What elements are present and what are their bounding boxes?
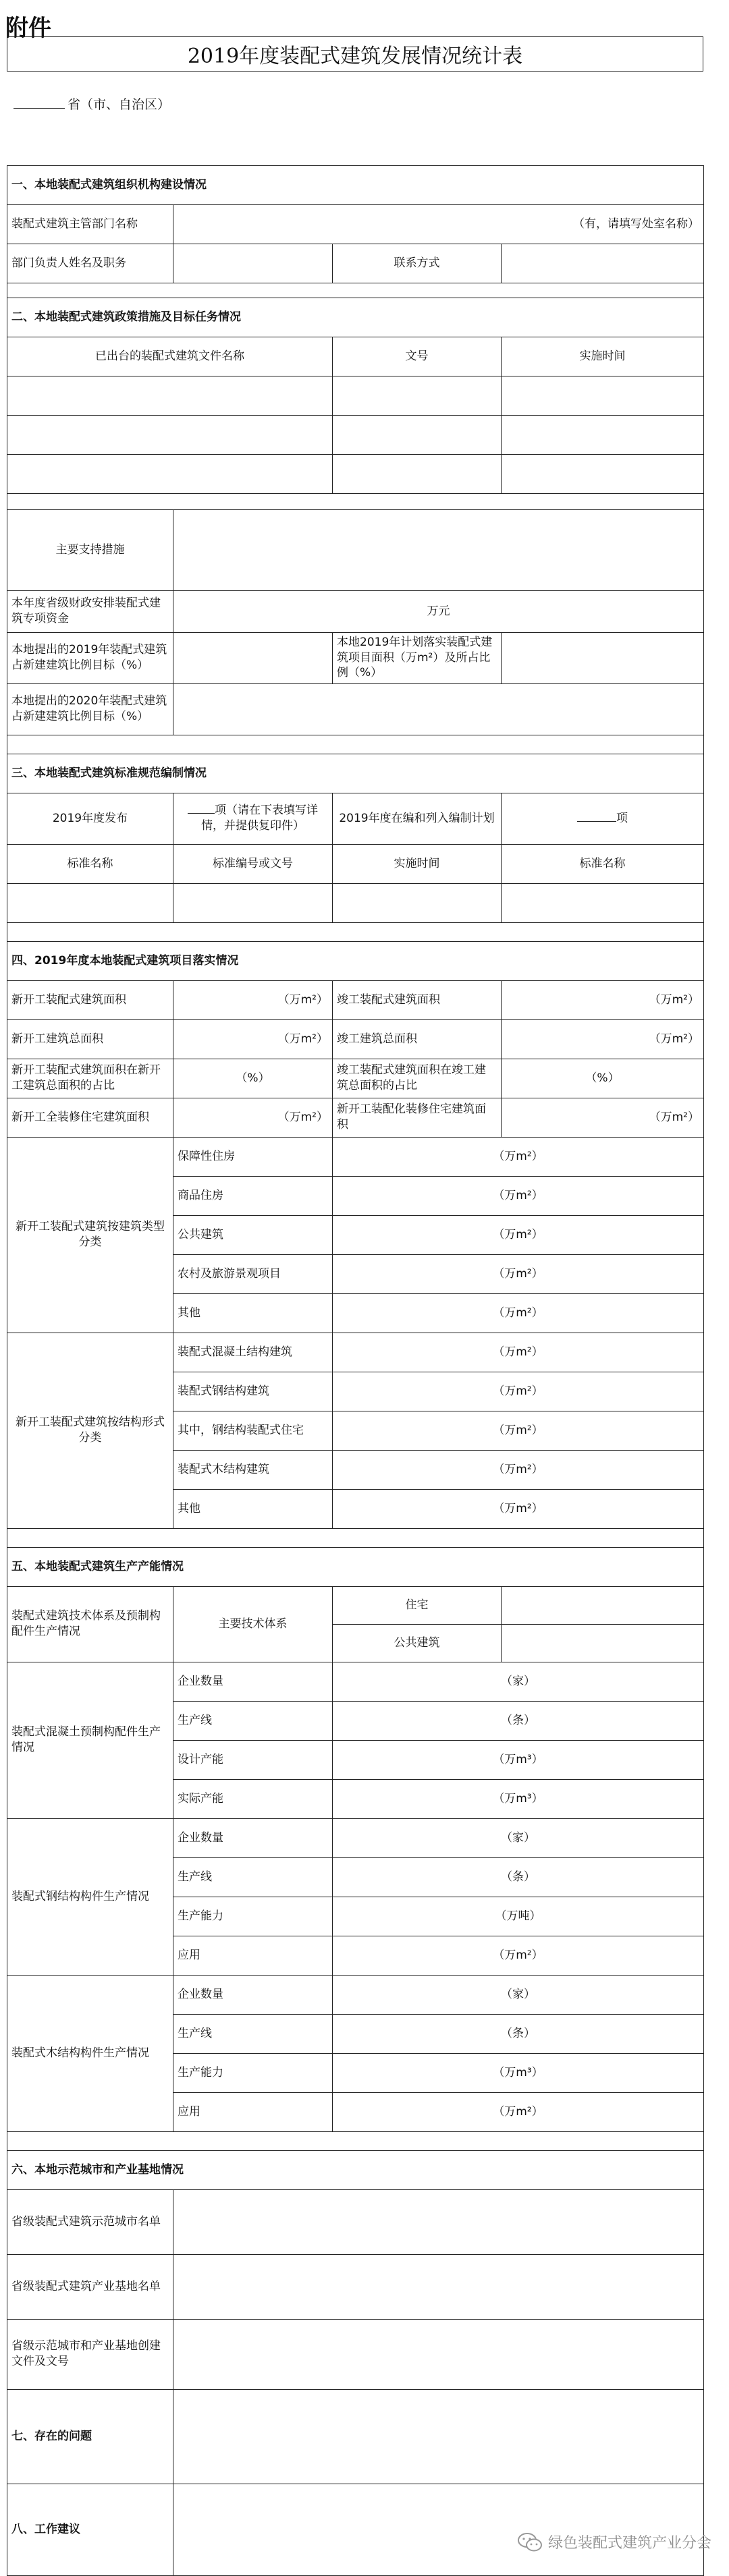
table-row: [7, 376, 704, 415]
doc-time-header: 实施时间: [502, 337, 704, 376]
std-code-header: 标准编号或文号: [173, 844, 333, 883]
doc-time-cell[interactable]: [502, 376, 704, 415]
done-prefab-input[interactable]: [502, 980, 704, 1019]
unit: （万m²）: [493, 1227, 543, 1241]
new-fitout-input[interactable]: [173, 1098, 333, 1137]
type-label: 公共建筑: [173, 1215, 333, 1254]
row-label: 企业数量: [173, 1662, 333, 1701]
unit: （万m²）: [493, 1149, 543, 1163]
unit: （万m²）: [493, 1501, 543, 1515]
done-total-label: 竣工建筑总面积: [333, 1019, 502, 1059]
unit: （万m²）: [277, 1032, 328, 1046]
unit: （万m²）: [649, 1032, 699, 1046]
unit: （万m²）: [493, 1948, 543, 1962]
std-name-cell-2[interactable]: [502, 883, 704, 922]
done-ratio-label: 竣工装配式建筑面积在竣工建筑总面积的占比: [333, 1059, 502, 1098]
row-input[interactable]: [333, 1740, 704, 1779]
by-type-label: 新开工装配式建筑按建筑类型分类: [7, 1137, 173, 1333]
dept-label: 装配式建筑主管部门名称: [7, 204, 173, 244]
std-name-header: 标准名称: [7, 844, 173, 883]
doc-no-cell[interactable]: [333, 376, 502, 415]
unit: （家）: [501, 1830, 535, 1845]
doc-name-header: 已出台的装配式建筑文件名称: [7, 337, 333, 376]
concrete-label: 装配式混凝土预制构配件生产情况: [7, 1662, 173, 1818]
leader-label: 部门负责人姓名及职务: [7, 244, 173, 283]
wood-label: 装配式木结构构件生产情况: [7, 1975, 173, 2131]
by-struct-label: 新开工装配式建筑按结构形式分类: [7, 1333, 173, 1528]
struct-label: 其中，钢结构装配式住宅: [173, 1411, 333, 1450]
type-label: 商品住房: [173, 1176, 333, 1215]
type-label: 其他: [173, 1293, 333, 1333]
leader-input[interactable]: [173, 244, 333, 283]
table-row: [7, 454, 704, 493]
section-5-heading: 五、本地装配式建筑生产产能情况: [7, 1547, 704, 1586]
row-label: 应用: [173, 2092, 333, 2131]
unit: （万m²）: [277, 992, 328, 1007]
published-items: 项（请在下表填写详情，并提供复印件）: [201, 804, 318, 833]
row-label: 企业数量: [173, 1975, 333, 2014]
doc-time-cell[interactable]: [502, 415, 704, 454]
unit: （条）: [501, 1713, 535, 1727]
city-input[interactable]: [173, 2189, 704, 2254]
row-input[interactable]: [333, 1779, 704, 1818]
row-label: 生产能力: [173, 1897, 333, 1936]
province-field: [14, 94, 170, 113]
unit: （万m³）: [493, 1791, 543, 1805]
done-prefab-label: 竣工装配式建筑面积: [333, 980, 502, 1019]
struct-input[interactable]: [333, 1450, 704, 1489]
base-label: 省级装配式建筑产业基地名单: [7, 2254, 173, 2319]
residential-input[interactable]: [502, 1586, 704, 1624]
std-time-header: 实施时间: [333, 844, 502, 883]
public-label: 公共建筑: [333, 1624, 502, 1662]
unit: （万m²）: [493, 1266, 543, 1281]
public-input[interactable]: [502, 1624, 704, 1662]
doc-label: 省级示范城市和产业基地创建文件及文号: [7, 2319, 173, 2389]
table-row: [7, 883, 704, 922]
watermark-text: 绿色装配式建筑产业分会: [547, 2535, 711, 2552]
doc-no-cell[interactable]: [333, 415, 502, 454]
std-code-cell[interactable]: [173, 883, 333, 922]
unit: （条）: [501, 2026, 535, 2040]
section-7-heading: 七、存在的问题: [7, 2389, 173, 2484]
type-label: 保障性住房: [173, 1137, 333, 1176]
row-input[interactable]: [333, 1818, 704, 1857]
struct-input[interactable]: [333, 1411, 704, 1450]
section-6-heading: 六、本地示范城市和产业基地情况: [7, 2150, 704, 2189]
new-fitout-label: 新开工全装修住宅建筑面积: [7, 1098, 173, 1137]
wechat-icon: [517, 2532, 543, 2552]
done-ratio-input[interactable]: [502, 1059, 704, 1098]
row-input[interactable]: [333, 1857, 704, 1897]
tech-label: 装配式建筑技术体系及预制构配件生产情况: [7, 1586, 173, 1662]
base-input[interactable]: [173, 2254, 704, 2319]
target-2020-input[interactable]: [173, 683, 704, 735]
watermark: [517, 2531, 711, 2552]
row-input[interactable]: [333, 1701, 704, 1740]
unit: （万m²）: [493, 1345, 543, 1359]
row-label: 设计产能: [173, 1740, 333, 1779]
std-name-header-2: 标准名称: [502, 844, 704, 883]
page-title: 2019年度装配式建筑发展情况统计表: [187, 45, 523, 68]
std-name-cell[interactable]: [7, 883, 173, 922]
contact-label: 联系方式: [333, 244, 502, 283]
city-label: 省级装配式建筑示范城市名单: [7, 2189, 173, 2254]
unit: （万m³）: [493, 2065, 543, 2079]
row-label: 生产能力: [173, 2053, 333, 2092]
struct-input[interactable]: [333, 1489, 704, 1528]
statistics-table: [7, 138, 704, 2576]
target-2019-input[interactable]: [173, 632, 333, 683]
type-label: 农村及旅游景观项目: [173, 1254, 333, 1293]
new-ratio-input[interactable]: [173, 1059, 333, 1098]
unit: （万m²）: [493, 2104, 543, 2119]
struct-label: 装配式木结构建筑: [173, 1450, 333, 1489]
new-prefab-input[interactable]: [173, 980, 333, 1019]
plan-2019-input[interactable]: [502, 632, 704, 683]
plan-2019-label: 本地2019年计划落实装配式建筑项目面积（万m²）及所占比例（%）: [333, 632, 502, 683]
unit: （家）: [501, 1987, 535, 2001]
published-label: 2019年度发布: [7, 793, 173, 844]
suggestions-input[interactable]: [173, 2484, 704, 2575]
table-row: [7, 415, 704, 454]
section-3-heading: 三、本地装配式建筑标准规范编制情况: [7, 754, 704, 793]
doc-name-cell[interactable]: [7, 376, 333, 415]
type-input[interactable]: [333, 1215, 704, 1254]
fund-unit: 万元: [427, 604, 450, 618]
fund-input[interactable]: [173, 590, 704, 632]
new-prefab-fitout-label: 新开工装配化装修住宅建筑面积: [333, 1098, 502, 1137]
new-prefab-label: 新开工装配式建筑面积: [7, 980, 173, 1019]
row-input[interactable]: [333, 2092, 704, 2131]
new-total-input[interactable]: [173, 1019, 333, 1059]
unit: （条）: [501, 1870, 535, 1884]
type-input[interactable]: [333, 1293, 704, 1333]
row-label: 企业数量: [173, 1818, 333, 1857]
measures-input[interactable]: [173, 509, 704, 590]
section-8-heading: 八、工作建议: [7, 2484, 173, 2575]
type-input[interactable]: [333, 1137, 704, 1176]
unit: （万m²）: [493, 1384, 543, 1398]
title-box: [7, 36, 703, 72]
struct-label: 装配式钢结构建筑: [173, 1372, 333, 1411]
unit: （家）: [501, 1674, 535, 1688]
unit: （万吨）: [495, 1909, 541, 1923]
struct-label: 其他: [173, 1489, 333, 1528]
type-input[interactable]: [333, 1176, 704, 1215]
dept-hint: （有，请填写处室名称）: [573, 217, 699, 231]
doc-time-cell[interactable]: [502, 454, 704, 493]
unit: （万m²）: [649, 992, 699, 1007]
unit: （万m²）: [649, 1110, 699, 1124]
struct-input[interactable]: [333, 1333, 704, 1372]
row-input[interactable]: [333, 2053, 704, 2092]
row-label: 应用: [173, 1936, 333, 1975]
target-2020-label: 本地提出的2020年装配式建筑占新建建筑比例目标（%）: [7, 683, 173, 735]
unit: （%）: [236, 1071, 270, 1085]
province-label: 省（市、自治区）: [68, 97, 171, 112]
row-label: 生产线: [173, 1857, 333, 1897]
unit: （万m²）: [277, 1110, 328, 1124]
doc-name-cell[interactable]: [7, 415, 333, 454]
target-2019-label: 本地提出的2019年装配式建筑占新建建筑比例目标（%）: [7, 632, 173, 683]
row-input[interactable]: [333, 2014, 704, 2053]
section-4-heading: 四、2019年度本地装配式建筑项目落实情况: [7, 941, 704, 980]
std-time-cell[interactable]: [333, 883, 502, 922]
attachment-label: 附件: [5, 15, 51, 42]
in-prep-input[interactable]: [502, 793, 704, 844]
struct-input[interactable]: [333, 1372, 704, 1411]
doc-name-cell[interactable]: [7, 454, 333, 493]
unit: （万m²）: [493, 1462, 543, 1476]
steel-label: 装配式钢结构构件生产情况: [7, 1818, 173, 1975]
new-total-label: 新开工建筑总面积: [7, 1019, 173, 1059]
dept-input[interactable]: [173, 204, 704, 244]
doc-no-header: 文号: [333, 337, 502, 376]
unit: （万m²）: [493, 1306, 543, 1320]
row-input[interactable]: [333, 1975, 704, 2014]
province-blank[interactable]: [14, 108, 65, 109]
main-sys-label: 主要技术体系: [173, 1586, 333, 1662]
new-ratio-label: 新开工装配式建筑面积在新开工建筑总面积的占比: [7, 1059, 173, 1098]
fund-label: 本年度省级财政安排装配式建筑专项资金: [7, 590, 173, 632]
struct-label: 装配式混凝土结构建筑: [173, 1333, 333, 1372]
type-input[interactable]: [333, 1254, 704, 1293]
in-prep-label: 2019年度在编和列入编制计划: [333, 793, 502, 844]
doc-no-cell[interactable]: [333, 454, 502, 493]
unit: （万m²）: [493, 1423, 543, 1437]
row-label: 生产线: [173, 2014, 333, 2053]
contact-input[interactable]: [502, 244, 704, 283]
row-input[interactable]: [333, 1936, 704, 1975]
doc-input[interactable]: [173, 2319, 704, 2389]
measures-label: 主要支持措施: [7, 509, 173, 590]
in-prep-items: 项: [616, 811, 628, 825]
unit: （万m³）: [493, 1752, 543, 1766]
unit: （%）: [585, 1071, 620, 1085]
row-label: 实际产能: [173, 1779, 333, 1818]
unit: （万m²）: [493, 1188, 543, 1202]
residential-label: 住宅: [333, 1586, 502, 1624]
row-input[interactable]: [333, 1897, 704, 1936]
row-label: 生产线: [173, 1701, 333, 1740]
published-input[interactable]: [173, 793, 333, 844]
problems-input[interactable]: [173, 2389, 704, 2484]
new-prefab-fitout-input[interactable]: [502, 1098, 704, 1137]
section-2-heading: 二、本地装配式建筑政策措施及目标任务情况: [7, 298, 704, 337]
row-input[interactable]: [333, 1662, 704, 1701]
section-1-heading: 一、本地装配式建筑组织机构建设情况: [7, 165, 704, 204]
done-total-input[interactable]: [502, 1019, 704, 1059]
